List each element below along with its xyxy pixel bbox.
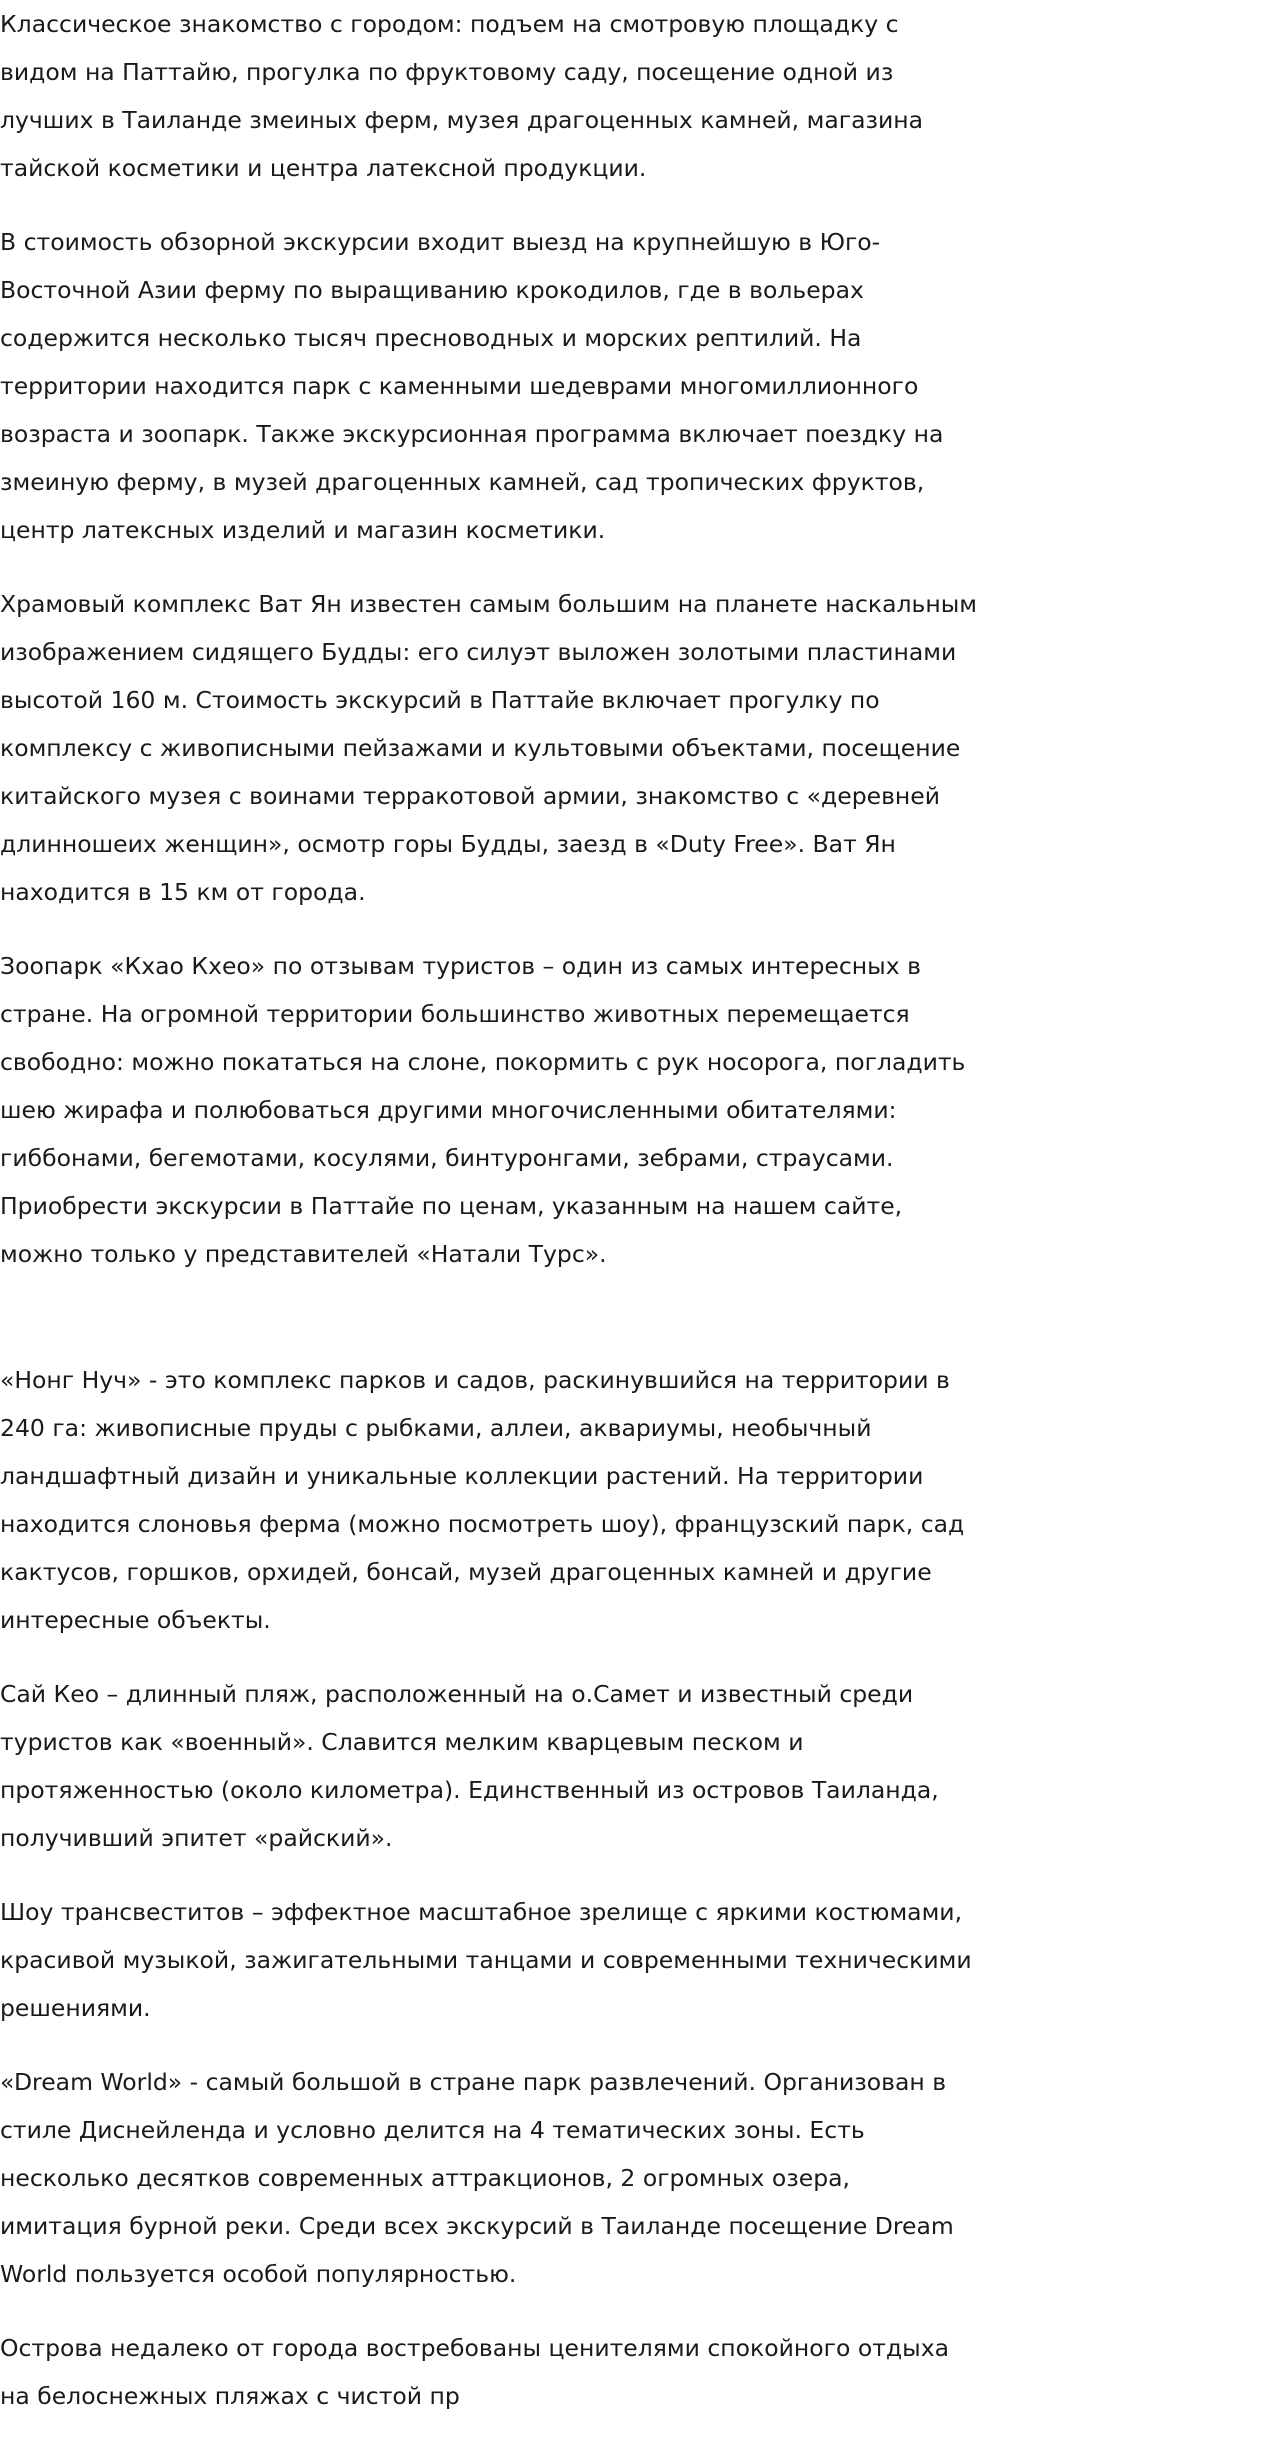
paragraph-nong-nooch: «Нонг Нуч» - это комплекс парков и садов, раскинувшийся на территории в 240 га: живописные пруды с рыбками, аллеи, аквариумы, необычный ландшафтный дизайн и уникальные коллекции растений. На территории находится слоновья ферма (можно посмотреть шоу), французский парк, сад кактусов, горшков, орхидей, бонсай, музей драгоценных камней и другие интересные объекты. xyxy=(0,1366,965,1634)
paragraph-spacer xyxy=(0,1304,978,1356)
paragraph-wat-yan: Храмовый комплекс Ват Ян известен самым большим на планете наскальным изображением сидящего Будды: его силуэт выложен золотыми пластинами высотой 160 м. Стоимость экскурсий в Паттайе включает прогулку по комплексу с живописными пейзажами и культовыми объектами, посещение китайского музея с воинами терракотовой армии, знакомство с «деревней длинношеих женщин», осмотр горы Будды, заезд в «Duty Free». Ват Ян находится в 15 км от города. xyxy=(0,590,977,906)
paragraph-dream-world: «Dream World» - самый большой в стране парк развлечений. Организован в стиле Диснейленда и условно делится на 4 тематических зоны. Есть несколько десятков современных аттракционов, 2 огромных озера, имитация бурной реки. Среди всех экскурсий в Таиланде посещение Dream World пользуется особой популярностью. xyxy=(0,2068,954,2288)
paragraph-islands: Острова недалеко от города востребованы ценителями спокойного отдыха на белоснежных пляжах с чистой пр xyxy=(0,2334,949,2410)
paragraph-city-tour: Классическое знакомство с городом: подъем на смотровую площадку с видом на Паттайю, прогулка по фруктовому саду, посещение одной из лучших в Таиланде змеиных ферм, музея драгоценных камней, магазина тайской косметики и центра латексной продукции. xyxy=(0,10,924,182)
paragraph-crocodile-farm: В стоимость обзорной экскурсии входит выезд на крупнейшую в Юго-Восточной Азии ферму по выращиванию крокодилов, где в вольерах содержится несколько тысяч пресноводных и морских рептилий. На территории находится парк с каменными шедеврами многомиллионного возраста и зоопарк. Также экскурсионная программа включает поездку на змеиную ферму, в музей драгоценных камней, сад тропических фруктов, центр латексных изделий и магазин косметики. xyxy=(0,228,944,544)
paragraph-transvestite-show: Шоу трансвеститов – эффектное масштабное зрелище с яркими костюмами, красивой музыкой, зажигательными танцами и современными техническими решениями. xyxy=(0,1898,972,2022)
paragraph-sai-kaew: Сай Кео – длинный пляж, расположенный на о.Самет и известный среди туристов как «военный». Славится мелким кварцевым песком и протяженностью (около километра). Единственный из островов Таиланда, получивший эпитет «райский». xyxy=(0,1680,939,1852)
paragraph-khao-kheo-zoo: Зоопарк «Кхао Кхео» по отзывам туристов – один из самых интересных в стране. На огромной территории большинство животных перемещается свободно: можно покататься на слоне, покормить с рук носорога, погладить шею жирафа и полюбоваться другими многочисленными обитателями: гиббонами, бегемотами, косулями, бинтуронгами, зебрами, страусами. Приобрести экскурсии в Паттайе по ценам, указанным на нашем сайте, можно только у представителей «Натали Турс». xyxy=(0,952,966,1268)
